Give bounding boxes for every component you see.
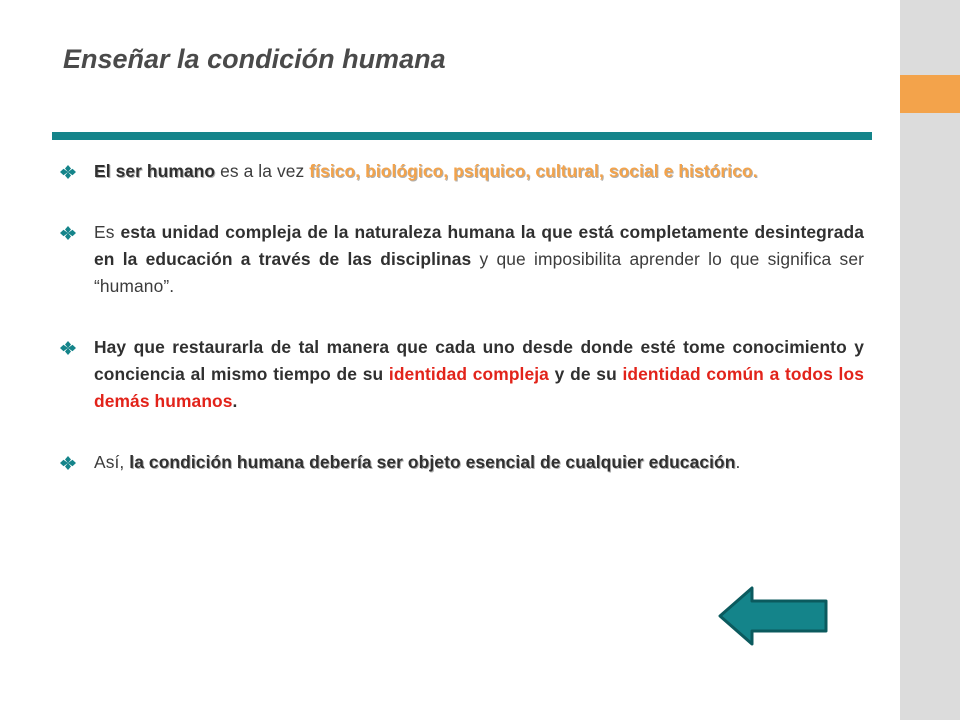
title-divider: [52, 132, 872, 140]
bullet-text-4: la condición humana debería ser objeto esencial de cualquier educación: [129, 452, 736, 472]
bullet-text-4: Así,: [94, 452, 130, 472]
diamond-bullet-icon: [60, 219, 78, 246]
bullet-text-1: El ser humano: [94, 161, 216, 181]
bullet-item: [58, 219, 864, 300]
bullet-item: [58, 158, 864, 185]
bullet-text-3: y de su: [548, 364, 623, 384]
slide-title: Enseñar la condición humana: [63, 44, 446, 74]
bullet-text-3: .: [232, 391, 238, 411]
bullet-text-2: y que imposibilita aprender lo que significa ser “humano”.: [94, 249, 865, 296]
bullet-item: [58, 334, 864, 415]
diamond-bullet-icon: [60, 334, 78, 361]
bullet-text-3: identidad compleja: [388, 364, 549, 384]
diamond-bullet-icon: [60, 158, 78, 185]
bullet-text-2: Es: [94, 222, 121, 242]
bullet-text-3: Hay que restaurarla de tal manera que cada uno desde donde esté tome conocimiento y conciencia al mismo tiempo de su: [94, 337, 864, 384]
orange-accent-block: [900, 75, 960, 113]
bullet-text-1: físico, biológico, psíquico, cultural, social e histórico.: [309, 161, 758, 181]
bullet-text-3: identidad común a todos los demás humanos: [94, 364, 864, 411]
diamond-bullet-icon: [60, 449, 78, 476]
bullet-text-4: .: [735, 452, 741, 472]
bullet-text-2: esta unidad compleja de la naturaleza humana la que está completamente desintegrada en la educación a través de las disciplinas: [94, 222, 864, 269]
bullet-list: [58, 158, 864, 476]
left-arrow-icon: [718, 585, 830, 647]
bullet-text-1: es a la vez: [215, 161, 310, 181]
back-arrow-button[interactable]: [718, 585, 830, 647]
bullet-item: [58, 449, 864, 476]
